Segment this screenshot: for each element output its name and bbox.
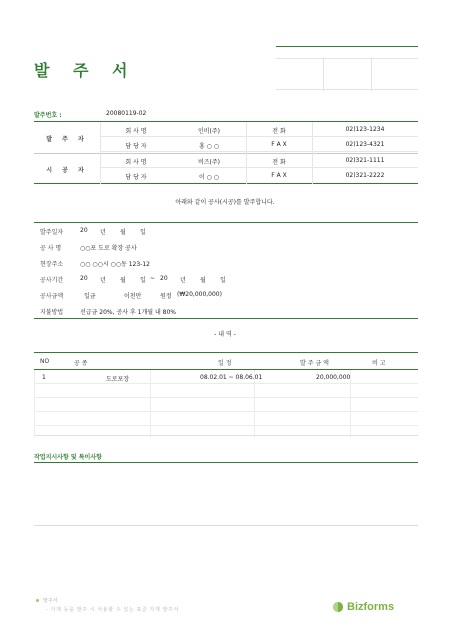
brand-name: Bizforms <box>347 601 395 613</box>
amount-label: 공사금액 <box>40 293 64 300</box>
period-row <box>34 271 418 287</box>
field-label: F A X <box>271 141 287 148</box>
order-date-year: 20 <box>80 227 88 234</box>
field-value: 홍 ○ ○ <box>198 143 220 150</box>
approval-divider <box>323 59 324 91</box>
project-name-row <box>34 239 418 255</box>
approval-box <box>276 46 418 90</box>
special-notes-label: 작업지시사항 및 특이사항 <box>34 454 102 461</box>
period-tilde: ~ <box>150 275 156 282</box>
table-row <box>34 384 418 398</box>
order-details <box>34 222 418 319</box>
items-table <box>34 352 418 436</box>
payment-row <box>34 303 418 319</box>
amount-prefix: 일금 <box>84 293 96 300</box>
field-value: 02)321-1111 <box>345 157 385 164</box>
order-date-label: 발주일자 <box>40 229 64 236</box>
month-unit: 월 <box>120 277 126 284</box>
leaf-icon <box>332 601 344 613</box>
field-value: 02)123-4321 <box>345 141 385 148</box>
day-unit: 일 <box>220 277 226 284</box>
field-label: 담 당 자 <box>125 174 147 181</box>
order-notice: 아래와 같이 공사(시공)를 발주합니다. <box>175 199 275 206</box>
approval-header-row <box>276 47 418 59</box>
amount-won: 원정 <box>160 293 172 300</box>
table-row <box>34 370 418 384</box>
orderer-manager-row <box>100 137 418 152</box>
field-label: 회 사 명 <box>125 128 147 135</box>
contractor-company-row <box>100 153 418 168</box>
column-header: 비 고 <box>372 360 386 367</box>
field-label: 전 화 <box>272 159 286 166</box>
row-amount: 20,000,000 <box>316 374 351 381</box>
month-unit: 월 <box>200 277 206 284</box>
field-value: 인비(주) <box>197 128 221 135</box>
contractor-manager-row <box>100 168 418 183</box>
field-label: 회 사 명 <box>125 159 147 166</box>
order-number-label: 발주번호 : <box>34 112 62 119</box>
table-row <box>34 412 418 426</box>
special-notes-top-line <box>34 462 418 463</box>
day-unit: 일 <box>140 277 146 284</box>
year-unit: 년 <box>180 277 186 284</box>
row-schedule: 08.02.01 ~ 08.06.01 <box>200 374 263 381</box>
period-label: 공사기간 <box>40 277 64 284</box>
footer-title <box>36 597 58 604</box>
field-value: 이 ○ ○ <box>198 174 220 181</box>
brand-logo <box>332 600 394 614</box>
payment-value: 선급금 20%, 공사 후 1개월 내 80% <box>80 309 177 316</box>
day-unit: 일 <box>140 229 146 236</box>
items-table-header <box>34 353 418 370</box>
column-header: 공 종 <box>74 360 88 367</box>
period-end-year: 20 <box>160 275 168 282</box>
project-name-value: ○○포 도로 확장 공사 <box>80 245 137 252</box>
document-title: 발 주 서 <box>34 61 137 80</box>
orderer-company-row <box>100 122 418 137</box>
column-header: NO <box>40 358 50 365</box>
row-work: 도로포장 <box>106 376 130 383</box>
approval-bottom-line <box>276 89 418 90</box>
amount-row <box>34 287 418 303</box>
table-row <box>34 398 418 412</box>
approval-divider <box>371 59 372 91</box>
order-number-value: 20080119-02 <box>106 110 147 117</box>
detail-section-title: - 내 역 - <box>214 331 236 338</box>
month-unit: 월 <box>120 229 126 236</box>
site-address-label: 현장주소 <box>40 261 64 268</box>
site-address-value: ○○ ○○시 ○○동 123-12 <box>80 261 150 268</box>
order-date-row <box>34 223 418 239</box>
site-address-row <box>34 255 418 271</box>
parties-table <box>34 121 418 184</box>
column-header: 일 정 <box>218 360 232 367</box>
period-start-year: 20 <box>80 275 88 282</box>
field-value: 비즈(주) <box>197 159 221 166</box>
special-notes-bottom-line <box>34 525 418 526</box>
contractor-label: 시 공 자 <box>46 167 88 174</box>
field-label: 전 화 <box>272 128 286 135</box>
project-name-label: 공 사 명 <box>40 245 62 252</box>
footer-title-text: 발주서 <box>43 598 58 604</box>
orderer-label: 발 주 자 <box>46 136 88 143</box>
footer-description: - 자재 등을 발주 시 사용할 수 있는 표준 자재 발주서 <box>46 607 179 613</box>
amount-korean: 이천만 <box>124 293 142 300</box>
amount-numeric: (₩20,000,000) <box>177 291 222 298</box>
field-label: 담 당 자 <box>125 143 147 150</box>
year-unit: 년 <box>100 229 106 236</box>
year-unit: 년 <box>100 277 106 284</box>
bullet-icon <box>36 599 39 602</box>
column-header: 발 주 금 액 <box>300 360 329 367</box>
payment-label: 지불방법 <box>40 309 64 316</box>
row-no: 1 <box>42 374 46 381</box>
field-label: F A X <box>271 172 287 179</box>
field-value: 02)321-2222 <box>345 172 385 179</box>
field-value: 02)123-1234 <box>345 126 385 133</box>
